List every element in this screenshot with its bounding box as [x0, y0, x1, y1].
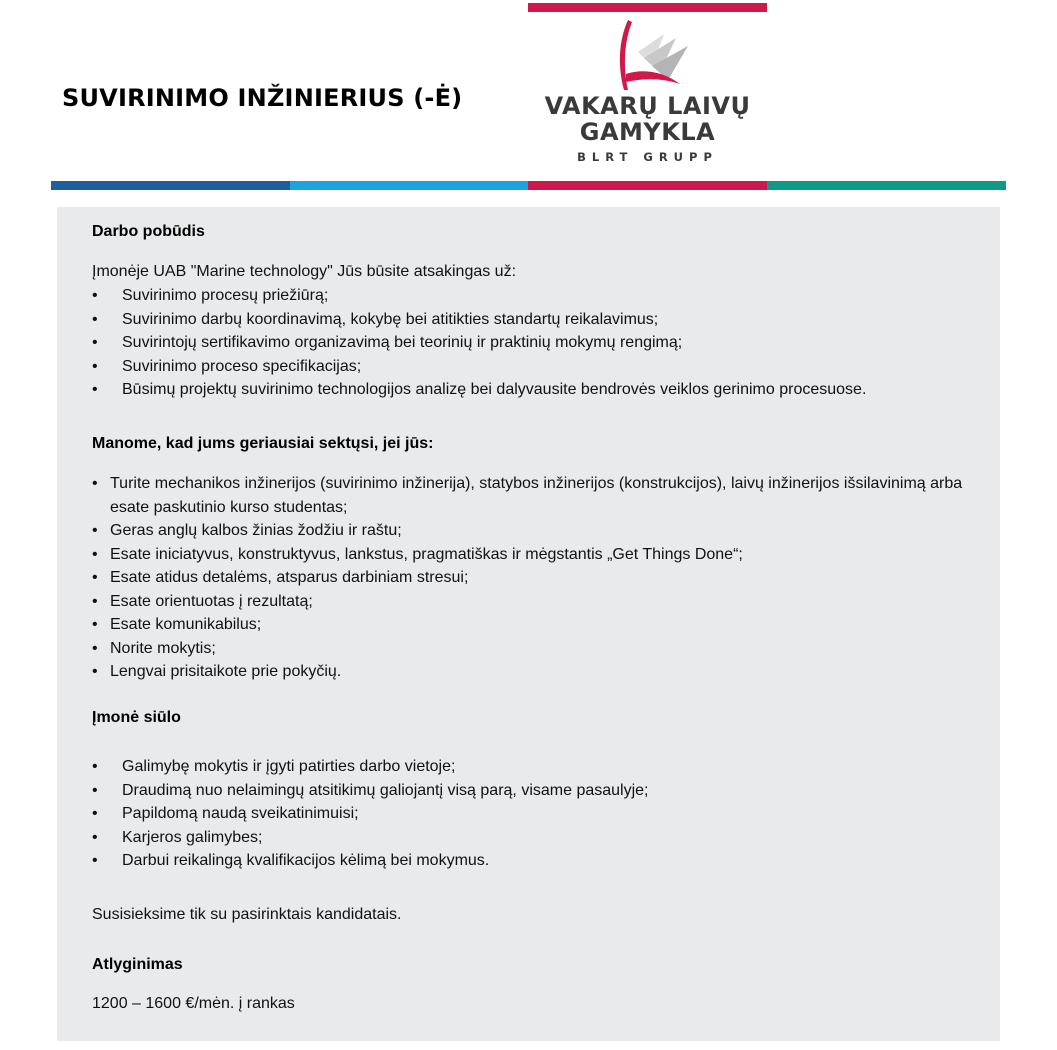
- list-item: • Esate atidus detalėms, atsparus darbiniam stresui;: [92, 566, 972, 590]
- salary-heading: Atlyginimas: [92, 956, 183, 973]
- list-item: • Karjeros galimybes;: [92, 826, 972, 850]
- work-intro: Įmonėje UAB "Marine technology" Jūs būsite atsakingas už:: [92, 263, 517, 280]
- salary-value: 1200 – 1600 €/mėn. į rankas: [92, 995, 295, 1012]
- logo-text-line3: BLRT GRUPP: [577, 150, 718, 164]
- offer-heading: Įmonė siūlo: [92, 709, 181, 726]
- list-item: • Suvirintojų sertifikavimo organizavimą bei teorinių ir praktinių mokymų rengimą;: [92, 331, 972, 355]
- list-item: • Geras anglų kalbos žinias žodžiu ir raštu;: [92, 519, 972, 543]
- page-title: SUVIRINIMO INŽINIERIUS (-Ė): [62, 84, 463, 112]
- logo-text-line1: VAKARŲ LAIVŲ: [544, 92, 751, 120]
- list-item: • Esate komunikabilus;: [92, 613, 972, 637]
- offer-list: [92, 755, 972, 873]
- list-item: • Suvirinimo procesų priežiūrą;: [92, 284, 972, 308]
- list-item: • Esate iniciatyvus, konstruktyvus, lankstus, pragmatiškas ir mėgstantis „Get Things Done“;: [92, 543, 972, 567]
- ship-logo-icon: [608, 18, 700, 92]
- stripe-blue-dark: [51, 181, 290, 190]
- stripe-blue-light: [290, 181, 528, 190]
- list-item: • Darbui reikalingą kvalifikacijos kėlimą bei mokymus.: [92, 849, 972, 873]
- list-item: • Norite mokytis;: [92, 637, 972, 661]
- stripe-red: [528, 181, 767, 190]
- list-item: • Suvirinimo proceso specifikacijas;: [92, 355, 972, 379]
- list-item: • Draudimą nuo nelaimingų atsitikimų galiojantį visą parą, visame pasaulyje;: [92, 779, 972, 803]
- work-heading: Darbo pobūdis: [92, 223, 205, 240]
- list-item: • Papildomą naudą sveikatinimuisi;: [92, 802, 972, 826]
- logo-top-bar: [528, 3, 767, 12]
- list-item: • Būsimų projektų suvirinimo technologijos analizę bei dalyvausite bendrovės veiklos gerinimo procesuose.: [92, 378, 972, 402]
- requirements-list: [92, 472, 972, 684]
- list-item: • Lengvai prisitaikote prie pokyčių.: [92, 660, 972, 684]
- requirements-heading: Manome, kad jums geriausiai sektųsi, jei jūs:: [92, 435, 434, 452]
- contact-note: Susisieksime tik su pasirinktais kandidatais.: [92, 906, 402, 923]
- list-item: • Galimybę mokytis ir įgyti patirties darbo vietoje;: [92, 755, 972, 779]
- list-item: • Esate orientuotas į rezultatą;: [92, 590, 972, 614]
- work-list: [92, 284, 972, 402]
- logo-text-line2: GAMYKLA: [579, 118, 716, 146]
- stripe-teal: [767, 181, 1006, 190]
- list-item: • Suvirinimo darbų koordinavimą, kokybę bei atitikties standartų reikalavimus;: [92, 308, 972, 332]
- list-item: • Turite mechanikos inžinerijos (suvirinimo inžinerija), statybos inžinerijos (konstrukcijos), laivų inžinerijos išsilavinimą arba esate paskutinio kurso studentas;: [92, 472, 972, 519]
